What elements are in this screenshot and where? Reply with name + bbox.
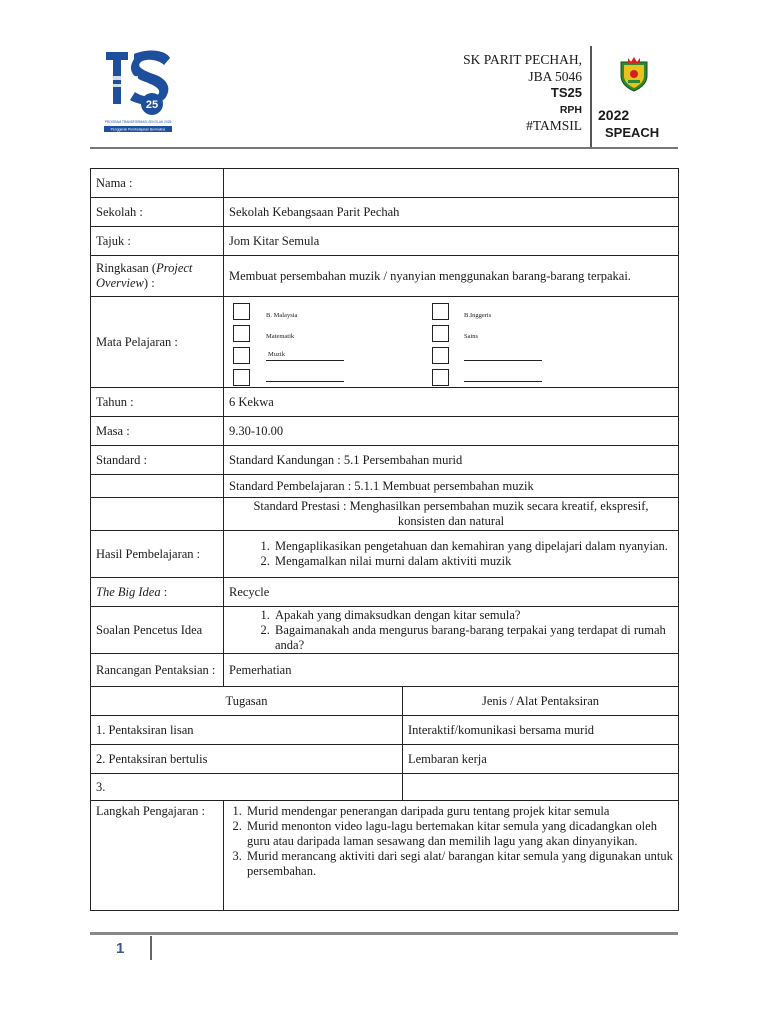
row-nama (91, 169, 679, 198)
speach-label: SPEACH (605, 125, 660, 140)
tajuk-label: Tajuk : (91, 227, 224, 256)
subject-matematik: Matematik (266, 333, 295, 340)
row-rancangan (91, 654, 679, 687)
soalan-item-1: 1. Apakah yang dimaksudkan dengan kitar semula? (273, 608, 673, 623)
nama-value (224, 169, 679, 198)
row-tugasan-header (91, 687, 679, 716)
subject-sains: Sains (464, 333, 479, 340)
row-tajuk (91, 227, 679, 256)
checkbox-blank-1[interactable] (233, 369, 250, 386)
jenis-3 (403, 774, 679, 801)
tahun-label: Tahun : (91, 388, 224, 417)
row-standard-prestasi (91, 498, 679, 531)
header-divider (590, 46, 592, 148)
row-ringkasan (91, 256, 679, 297)
langkah-label: Langkah Pengajaran : (91, 801, 224, 911)
rph-label: RPH (559, 103, 582, 116)
row-tugasan-2 (91, 745, 679, 774)
ringkasan-label-b: Project Overview (96, 261, 193, 290)
standard-prestasi (224, 498, 679, 531)
footer-divider (150, 936, 152, 960)
footer-rule (90, 932, 678, 935)
hasil-item-2: 2. Mengamalkan nilai murni dalam aktiviti muzik (273, 554, 673, 569)
bigidea-label-cell (91, 578, 224, 607)
school-name: SK PARIT PECHAH, (463, 52, 582, 67)
hasil-item-1: 1. Mengaplikasikan pengetahuan dan kemahiran yang dipelajari dalam nyanyian. (273, 539, 673, 554)
mata-label: Mata Pelajaran : (91, 297, 224, 388)
masa-value: 9.30-10.00 (224, 417, 679, 446)
bigidea-value: Recycle (224, 578, 679, 607)
logo-text: 25 (145, 99, 159, 111)
year-label: 2022 (598, 107, 630, 123)
tugasan-header: Tugasan (91, 687, 403, 716)
jenis-header: Jenis / Alat Pentaksiran (403, 687, 679, 716)
ts25-logo (100, 46, 176, 134)
blank-line-1 (266, 360, 344, 361)
row-langkah (91, 801, 679, 911)
checkbox-sains[interactable] (432, 325, 449, 342)
row-standard-pembelajaran (91, 475, 679, 498)
standard-pembelajaran-label (91, 475, 224, 498)
rancangan-label: Rancangan Pentaksian : (91, 654, 224, 687)
langkah-item-1: 1. Murid mendengar penerangan daripada guru tentang projek kitar semula (245, 804, 673, 819)
standard-kandungan: Standard Kandungan : 5.1 Persembahan murid (224, 446, 679, 475)
blank-line-3 (464, 360, 542, 361)
rancangan-value: Pemerhatian (224, 654, 679, 687)
tamsil-label: #TAMSIL (526, 118, 582, 133)
header-year-block (598, 106, 659, 142)
row-soalan (91, 607, 679, 654)
standard-prestasi-line-1: Standard Prestasi : Menghasilkan persembahan muzik secara kreatif, ekspresif, (253, 499, 649, 513)
row-sekolah (91, 198, 679, 227)
hasil-value (224, 531, 679, 578)
standard-prestasi-label (91, 498, 224, 531)
checkbox-bm[interactable] (233, 303, 250, 320)
nama-label: Nama : (91, 169, 224, 198)
langkah-list (229, 804, 673, 879)
row-tugasan-3 (91, 774, 679, 801)
checkbox-blank-2[interactable] (432, 347, 449, 364)
school-code: JBA 5046 (528, 68, 582, 84)
blank-line-4 (464, 381, 542, 382)
masa-label: Masa : (91, 417, 224, 446)
sekolah-value: Sekolah Kebangsaan Parit Pechah (224, 198, 679, 227)
row-standard-kandungan (91, 446, 679, 475)
mata-value (224, 297, 679, 388)
sekolah-label: Sekolah : (91, 198, 224, 227)
langkah-item-2: 2. Murid menonton video lagu-lagu bertemakan kitar semula yang dicadangkan oleh guru atau daripada laman sesawang dan memilih lagu yang akan dinyanyikan. (245, 819, 673, 849)
johor-crest-icon (619, 56, 649, 92)
ringkasan-label-c: ) : (143, 276, 155, 290)
standard-prestasi-line-2: konsisten dan natural (397, 514, 505, 528)
jenis-1: Interaktif/komunikasi bersama murid (403, 716, 679, 745)
row-tugasan-1 (91, 716, 679, 745)
subject-muzik: Muzik (268, 351, 285, 358)
standard-pembelajaran: Standard Pembelajaran : 5.1.1 Membuat persembahan muzik (224, 475, 679, 498)
tahun-value: 6 Kekwa (224, 388, 679, 417)
checkbox-bi[interactable] (432, 303, 449, 320)
bigidea-label: The Big Idea (96, 584, 161, 599)
header-school-block (463, 52, 582, 135)
subject-checkbox-grid (224, 297, 678, 387)
jenis-2: Lembaran kerja (403, 745, 679, 774)
bigidea-colon: : (160, 584, 168, 599)
langkah-value (224, 801, 679, 911)
ringkasan-value: Membuat persembahan muzik / nyanyian menggunakan barang-barang terpakai. (224, 256, 679, 297)
rph-table (90, 168, 679, 911)
checkbox-blank-3[interactable] (432, 369, 449, 386)
page-number: 1 (116, 940, 125, 957)
soalan-list (229, 608, 673, 653)
ringkasan-label-a: Ringkasan ( (96, 261, 157, 275)
blank-line-2 (266, 381, 344, 382)
row-hasil (91, 531, 679, 578)
standard-label: Standard : (91, 446, 224, 475)
langkah-item-3: 3. Murid merancang aktiviti dari segi alat/ barangan kitar semula yang digunakan untuk persembahan. (245, 849, 673, 879)
logo-caption-1: PROGRAM TRANSFORMASI SEKOLAH 2025 (104, 120, 172, 124)
row-tahun (91, 388, 679, 417)
tajuk-value: Jom Kitar Semula (224, 227, 679, 256)
tugasan-2: 2. Pentaksiran bertulis (91, 745, 403, 774)
checkbox-muzik[interactable] (233, 347, 250, 364)
subject-bi: B.Inggeris (464, 312, 492, 319)
soalan-value (224, 607, 679, 654)
soalan-item-2: 2. Bagaimanakah anda mengurus barang-barang terpakai yang terdapat di rumah anda? (273, 623, 673, 653)
header-rule (90, 147, 678, 149)
soalan-label: Soalan Pencetus Idea (91, 607, 224, 654)
ringkasan-label (91, 256, 224, 297)
ts25-label: TS25 (550, 85, 582, 100)
tugasan-1: 1. Pentaksiran lisan (91, 716, 403, 745)
hasil-list (229, 539, 673, 569)
subject-bm: B. Malaysia (266, 312, 298, 319)
row-masa (91, 417, 679, 446)
row-big-idea (91, 578, 679, 607)
row-mata-pelajaran (91, 297, 679, 388)
checkbox-matematik[interactable] (233, 325, 250, 342)
tugasan-3: 3. (91, 774, 403, 801)
logo-caption-2: Penggerak Pembelajaran Bermakna (110, 127, 166, 132)
hasil-label: Hasil Pembelajaran : (91, 531, 224, 578)
